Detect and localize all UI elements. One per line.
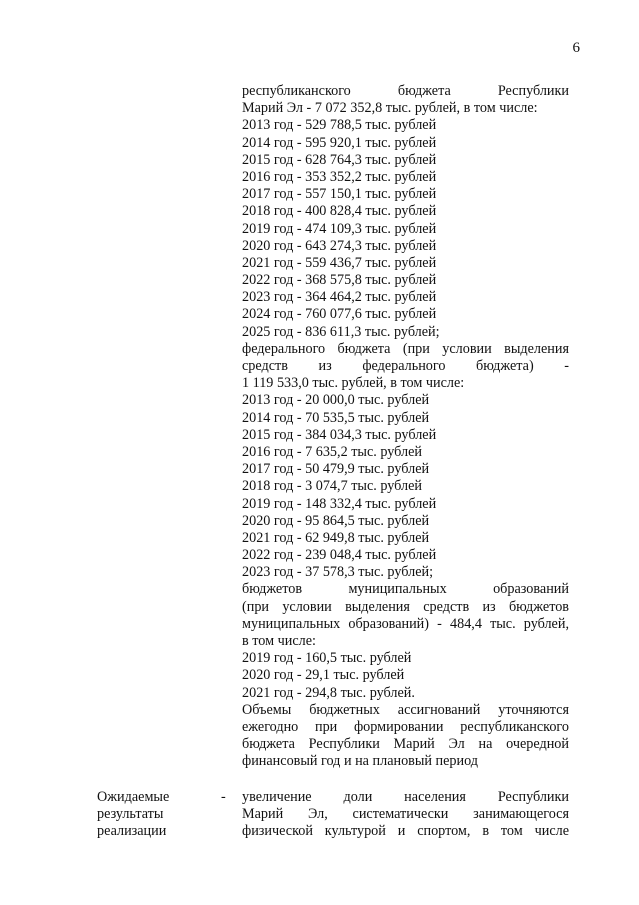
expected-results-label	[97, 789, 217, 841]
result-line: увеличение доли населения Республики	[242, 789, 569, 805]
text-line: 2020 год - 643 274,3 тыс. рублей	[242, 237, 437, 254]
label-line: Ожидаемые	[97, 789, 170, 805]
text-line: 2015 год - 384 034,3 тыс. рублей	[242, 426, 437, 443]
text-line: 2023 год - 37 578,3 тыс. рублей;	[242, 564, 434, 581]
text-line: 2013 год - 529 788,5 тыс. рублей	[242, 117, 437, 134]
text-line: федерального бюджета (при условии выделения	[242, 340, 569, 357]
text-line: 2020 год - 29,1 тыс. рублей	[242, 667, 405, 684]
text-line: 2018 год - 400 828,4 тыс. рублей	[242, 203, 437, 220]
text-line: 2022 год - 368 575,8 тыс. рублей	[242, 272, 437, 289]
label-dash: -	[221, 789, 226, 805]
text-line: 2020 год - 95 864,5 тыс. рублей	[242, 512, 430, 529]
result-line: физической культурой и спортом, в том числе	[242, 823, 569, 840]
text-line: бюджетов муниципальных образований	[242, 581, 569, 598]
text-line: республиканского бюджета Республики	[242, 83, 569, 99]
expected-results-text	[242, 789, 569, 841]
text-line: муниципальных образований) - 484,4 тыс. рублей,	[242, 615, 569, 632]
label-line: реализации	[97, 823, 167, 840]
text-line: 2019 год - 474 109,3 тыс. рублей	[242, 220, 437, 237]
text-line: финансовый год и на плановый период	[242, 753, 479, 770]
text-line: 2014 год - 595 920,1 тыс. рублей	[242, 134, 437, 151]
text-line: 2014 год - 70 535,5 тыс. рублей	[242, 409, 430, 426]
page-number: 6	[572, 40, 580, 56]
text-line: 2023 год - 364 464,2 тыс. рублей	[242, 289, 437, 306]
text-line: бюджета Республики Марий Эл на очередной	[242, 736, 569, 753]
text-line: (при условии выделения средств из бюджетов	[242, 598, 569, 615]
text-line: 2018 год - 3 074,7 тыс. рублей	[242, 478, 422, 495]
funding-text-column	[242, 83, 569, 771]
text-line: 2021 год - 294,8 тыс. рублей.	[242, 684, 415, 701]
result-line: Марий Эл, систематически занимающегося	[242, 806, 569, 823]
text-line: 1 119 533,0 тыс. рублей, в том числе:	[242, 375, 465, 392]
text-line: средств из федерального бюджета) -	[242, 358, 569, 374]
text-line: в том числе:	[242, 633, 316, 649]
text-line: 2021 год - 62 949,8 тыс. рублей	[242, 529, 430, 546]
text-line: 2016 год - 353 352,2 тыс. рублей	[242, 168, 437, 185]
text-line: 2019 год - 148 332,4 тыс. рублей	[242, 495, 437, 512]
text-line: 2017 год - 557 150,1 тыс. рублей	[242, 186, 437, 203]
text-line: 2025 год - 836 611,3 тыс. рублей;	[242, 323, 440, 340]
text-line: Марий Эл - 7 072 352,8 тыс. рублей, в том числе:	[242, 100, 538, 117]
text-line: 2019 год - 160,5 тыс. рублей	[242, 650, 412, 667]
text-line: 2013 год - 20 000,0 тыс. рублей	[242, 392, 430, 409]
label-line: результаты	[97, 806, 164, 823]
text-line: 2024 год - 760 077,6 тыс. рублей	[242, 306, 437, 323]
text-line: 2022 год - 239 048,4 тыс. рублей	[242, 547, 437, 564]
text-line: 2015 год - 628 764,3 тыс. рублей	[242, 151, 437, 168]
text-line: 2021 год - 559 436,7 тыс. рублей	[242, 254, 437, 271]
text-line: Объемы бюджетных ассигнований уточняются	[242, 701, 569, 718]
text-line: 2017 год - 50 479,9 тыс. рублей	[242, 461, 430, 478]
text-line: 2016 год - 7 635,2 тыс. рублей	[242, 443, 422, 460]
text-line: ежегодно при формировании республиканского	[242, 718, 569, 735]
